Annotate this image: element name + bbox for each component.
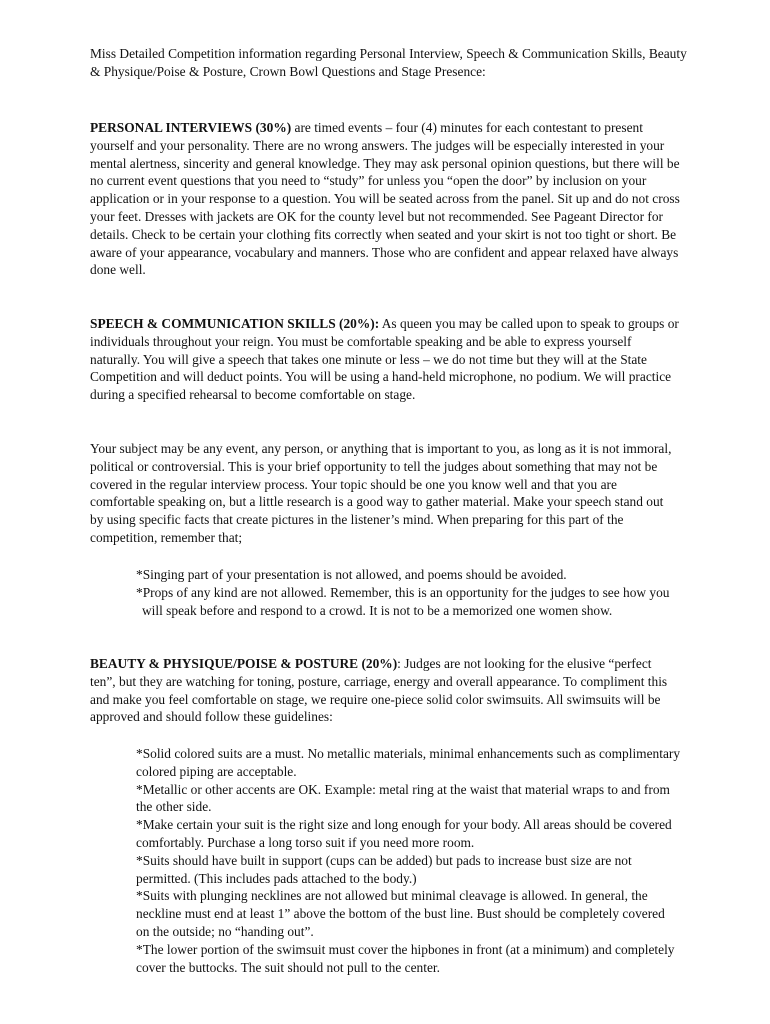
speech-skills-paragraph: [90, 315, 680, 404]
swimsuit-guidelines-list: [136, 745, 681, 976]
swimsuit-guideline-item: *Suits should have built in support (cups can be added) but pads to increase bust size are not permitted. (This includes pads attached to the body.): [136, 852, 632, 886]
speech-skills-text: As queen you may be called upon to speak to groups or individuals throughout your reign. You must be comfortable speaking and be able to express yourself naturally. You will give a speech that takes one minute or less – we do not time but they will at the State Competition and will deduct points. You will be using a hand-held microphone, no podium. We will practice during a specified rehearsal to become comfortable on stage.: [90, 316, 679, 403]
swimsuit-guideline-item: *Make certain your suit is the right size and long enough for your body. All areas should be covered comfortably. Purchase a long torso suit if you need more room.: [136, 817, 672, 850]
beauty-physique-paragraph: [90, 655, 680, 726]
speech-rule-item: *Props of any kind are not allowed. Remember, this is an opportunity for the judges to see how you will speak before and respond to a crowd. It is not to be a memorized one women show.: [136, 584, 670, 618]
beauty-physique-text: : Judges are not looking for the elusive “perfect ten”, but they are watching for toning, posture, carriage, energy and overall appearance. To compliment this and make you feel comfortable on stage, we require one-piece solid color swimsuits. All swimsuits will be approved and should follow these guidelines:: [90, 656, 668, 725]
personal-interviews-paragraph: [90, 119, 680, 279]
swimsuit-guideline-item: *Suits with plunging necklines are not allowed but minimal cleavage is allowed. In general, the neckline must end at least 1” above the bottom of the bust line. Bust should be completely covered on the outside; no “handing out”.: [136, 888, 665, 939]
swimsuit-guideline-item: *The lower portion of the swimsuit must cover the hipbones in front (at a minimum) and completely cover the buttocks. The suit should not pull to the center.: [136, 941, 675, 975]
speech-subject-paragraph: Your subject may be any event, any person, or anything that is important to you, as long as it is not immoral, political or controversial. This is your brief opportunity to tell the judges about something that may not be covered in the regular interview process. Your topic should be one you know well and that you are comfortable speaking on, but a little research is a good way to gather material. Make your speech stand out by using specific facts that create pictures in the listener’s mind. When preparing for this part of the competition, remember that;: [90, 441, 672, 545]
speech-rules-list: [136, 566, 681, 619]
document-intro: Miss Detailed Competition information regarding Personal Interview, Speech & Communication Skills, Beauty & Physique/Poise & Posture, Crown Bowl Questions and Stage Presence:: [90, 46, 687, 79]
speech-skills-heading: SPEECH & COMMUNICATION SKILLS (20%):: [90, 316, 380, 331]
beauty-physique-heading: BEAUTY & PHYSIQUE/POISE & POSTURE (20%): [90, 656, 398, 671]
personal-interviews-heading: PERSONAL INTERVIEWS (30%): [90, 120, 292, 135]
personal-interviews-text: are timed events – four (4) minutes for each contestant to present yourself and your personality. There are no wrong answers. The judges will be especially interested in your mental alertness, sincerity and general knowledge. They may ask personal opinion questions, but there will be no current event questions that you need to “study” for unless you “open the door” by inclusion on your application or in your response to a question. You will be seated across from the panel. Sit up and do not cross your feet. Dresses with jackets are OK for the county level but not recommended. See Pageant Director for details. Check to be certain your clothing fits correctly when seated and your skirt is not too tight or short. Be aware of your appearance, vocabulary and manners. Those who are confident and appear relaxed have always done well.: [90, 120, 680, 278]
speech-rule-item: *Singing part of your presentation is not allowed, and poems should be avoided.: [136, 567, 567, 582]
swimsuit-guideline-item: *Solid colored suits are a must. No metallic materials, minimal enhancements such as complimentary colored piping are acceptable.: [136, 746, 681, 779]
swimsuit-guideline-item: *Metallic or other accents are OK. Example: metal ring at the waist that material wraps to and from the other side.: [136, 781, 670, 815]
